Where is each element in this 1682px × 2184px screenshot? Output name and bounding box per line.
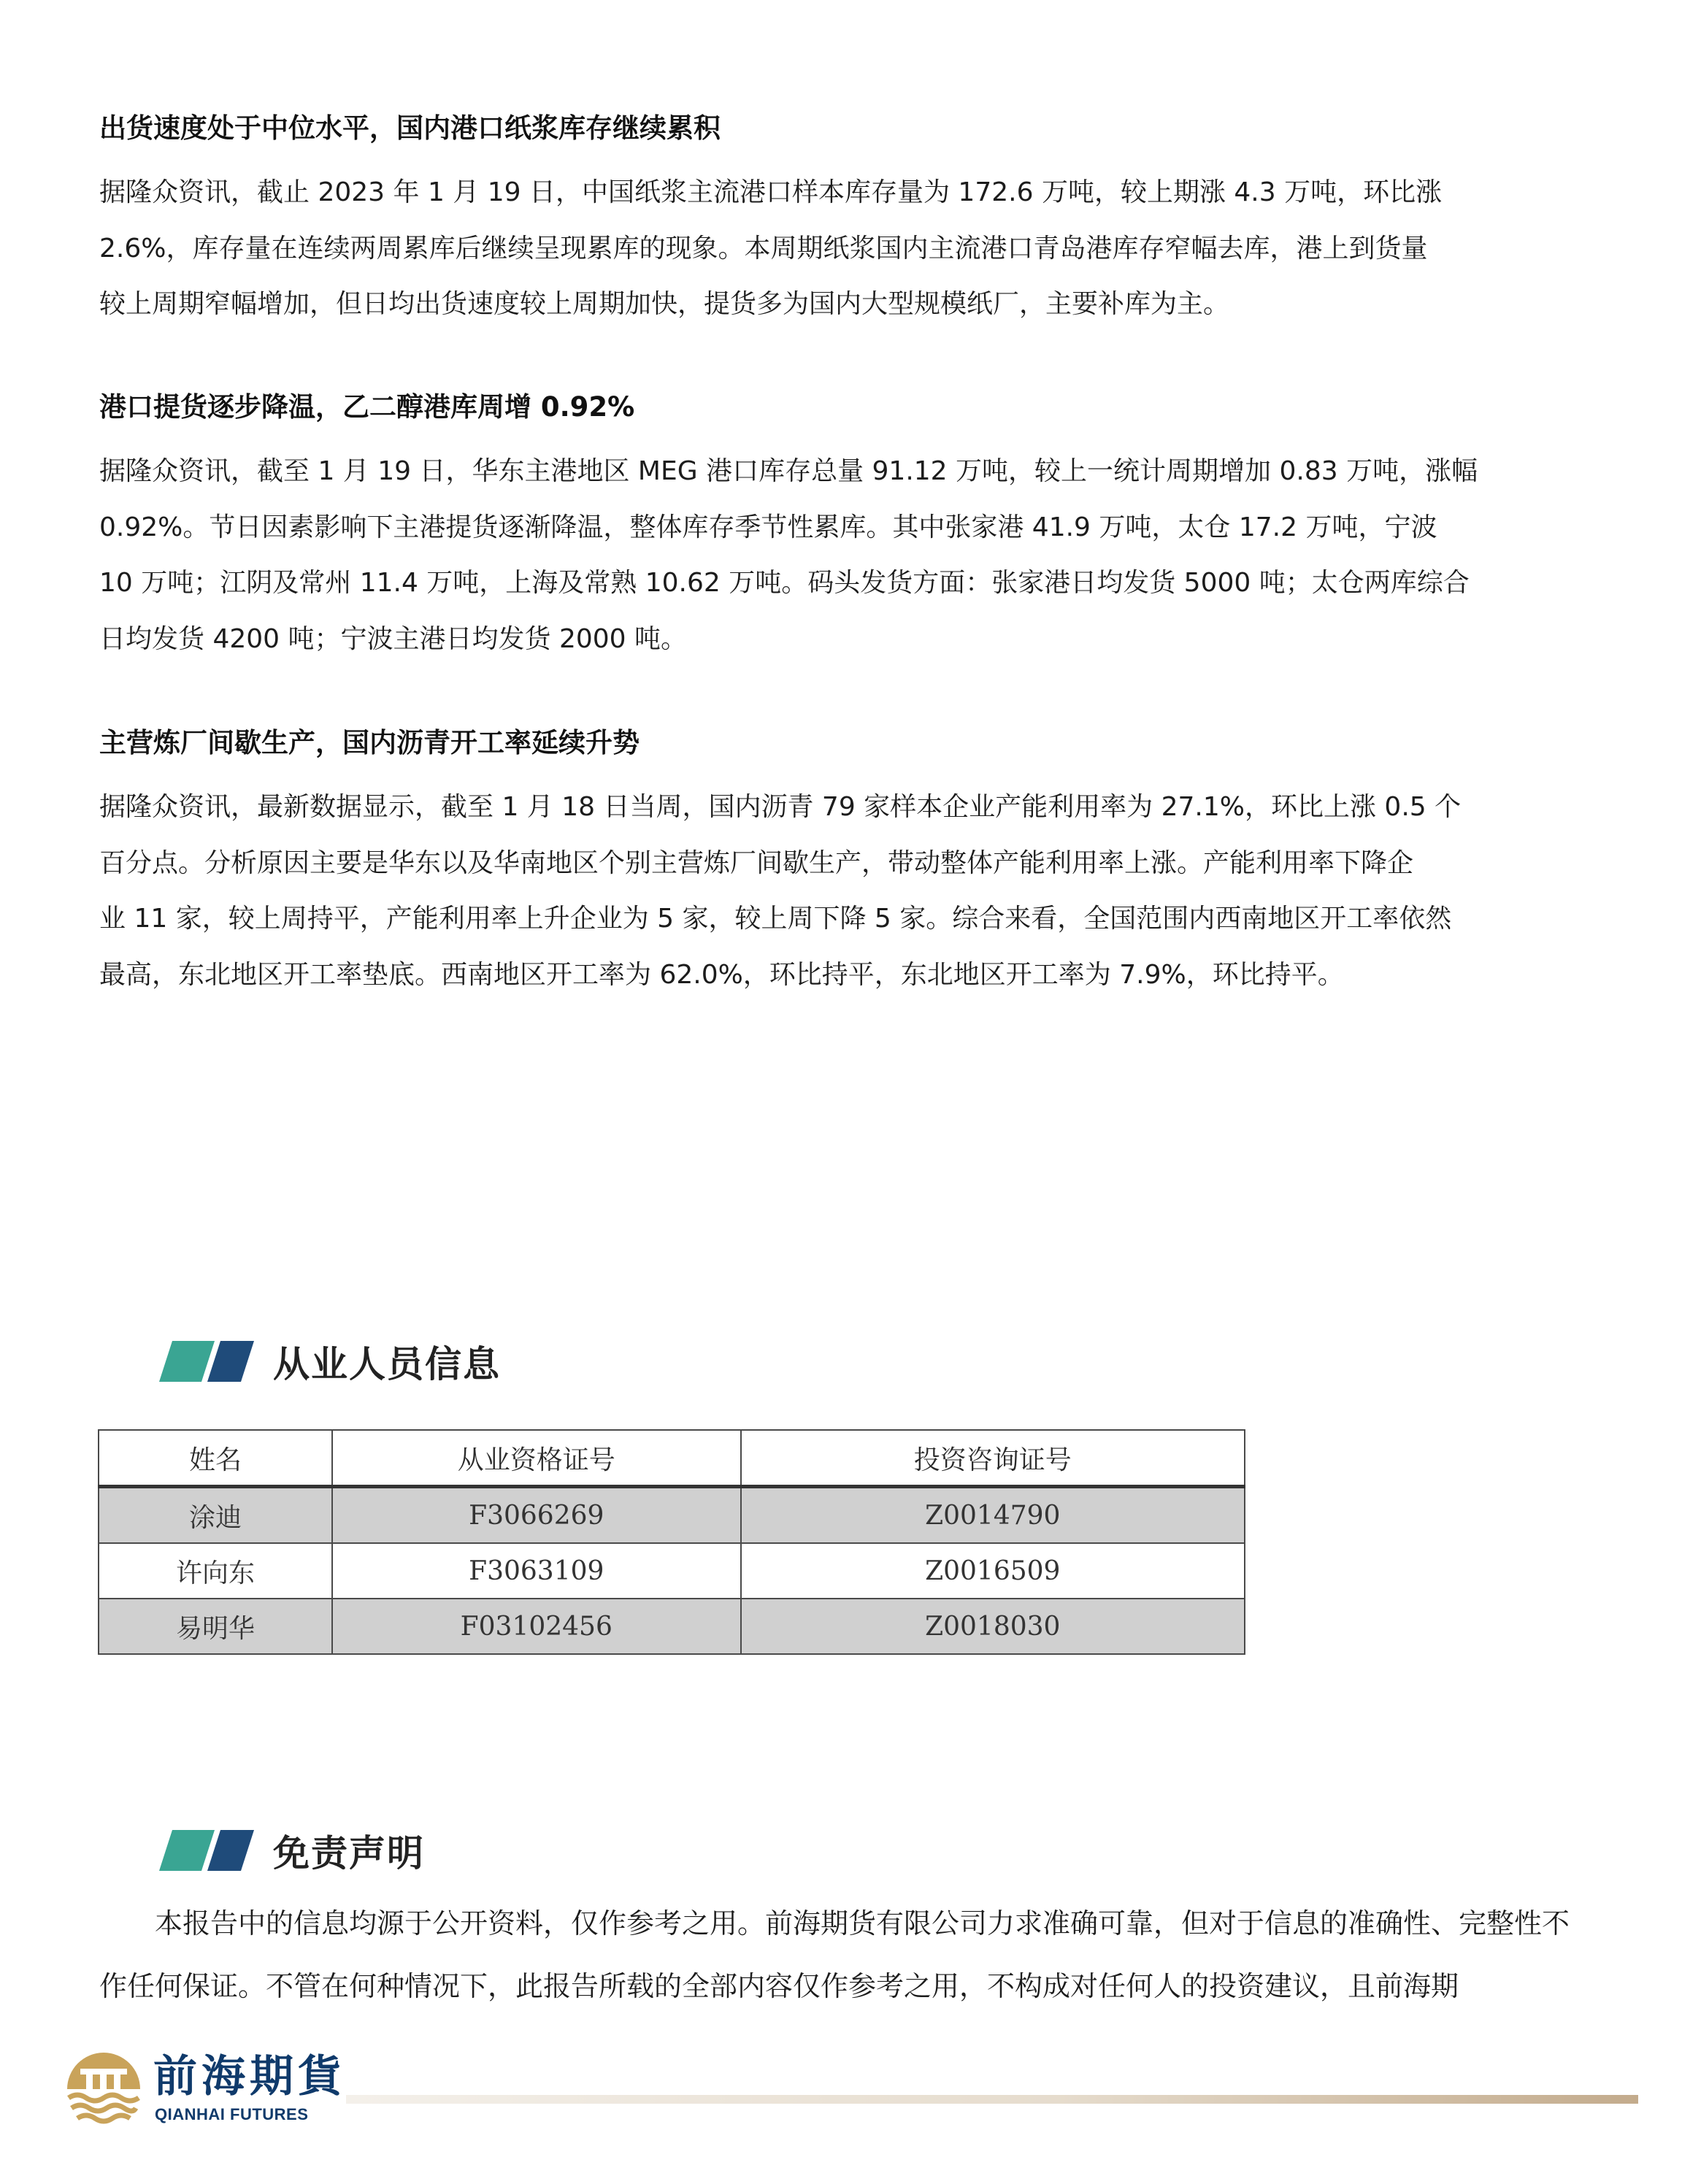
staff-name: 许向东 <box>99 1543 332 1599</box>
table-header-row <box>99 1430 1245 1487</box>
column-header-invest: 投资咨询证号 <box>741 1430 1245 1487</box>
staff-cert-number: F03102456 <box>332 1599 741 1654</box>
news-body: 据隆众资讯，最新数据显示，截至 1 月 18 日当周，国内沥青 79 家样本企业产能利用率为 27.1%，环比上涨 0.5 个 百分点。分析原因主要是华东以及华南地区个别主营炼厂间歇生产，带动整体产能利用率上涨。产能利用率下降企 业 11 家，较上周持平，产能利用率上升企业为 5 家，较上周下降 5 家。综合来看，全国范围内西南地区开工率依然 最高，东北地区开工率垫底。西南地区开工率为 62.0%，环比持平，东北地区开工率为 7.9%，环比持平。 <box>99 792 1462 990</box>
table-row <box>99 1543 1245 1599</box>
news-body: 据隆众资讯，截止 2023 年 1 月 19 日，中国纸浆主流港口样本库存量为 172.6 万吨，较上期涨 4.3 万吨，环比涨 2.6%，库存量在连续两周累库后继续呈现累库的现象。本周期纸浆国内主流港口青岛港库存窄幅去库，港上到货量 较上周期窄幅增加，但日均出货速度较上周期加快，提货多为国内大型规模纸厂，主要补库为主。 <box>99 177 1443 319</box>
footer-divider <box>346 2095 1638 2104</box>
table-row <box>99 1599 1245 1654</box>
section-bars-icon <box>159 1830 254 1871</box>
news-item-pulp <box>99 109 1589 333</box>
news-heading: 主营炼厂间歇生产，国内沥青开工率延续升势 <box>99 727 640 758</box>
column-header-cert: 从业资格证号 <box>332 1430 741 1487</box>
disclaimer-section-header <box>159 1825 425 1876</box>
table-row <box>99 1487 1245 1544</box>
news-heading: 港口提货逐步降温，乙二醇港库周增 0.92% <box>99 391 635 423</box>
staff-table <box>98 1429 1245 1655</box>
staff-cert-number: F3063109 <box>332 1543 741 1599</box>
staff-name: 涂迪 <box>99 1487 332 1544</box>
staff-cert-number: F3066269 <box>332 1487 741 1544</box>
staff-invest-number: Z0014790 <box>741 1487 1245 1544</box>
news-item-meg <box>99 388 1589 667</box>
staff-invest-number: Z0018030 <box>741 1599 1245 1654</box>
logo-english-name: QIANHAI FUTURES <box>155 2105 309 2123</box>
news-heading: 出货速度处于中位水平，国内港口纸浆库存继续累积 <box>99 112 721 144</box>
logo-chinese-name: 前海期貨 <box>153 2051 346 2102</box>
page-footer <box>64 2050 1618 2137</box>
staff-section-header <box>159 1336 501 1387</box>
disclaimer-text: 本报告中的信息均源于公开资料，仅作参考之用。前海期货有限公司力求准确可靠，但对于信息的准确性、完整性不作任何保证。不管在何种情况下，此报告所载的全部内容仅作参考之用，不构成对任何人的投资建议，且前海期 <box>99 1907 1570 2002</box>
column-header-name: 姓名 <box>99 1430 332 1487</box>
news-body: 据隆众资讯，截至 1 月 19 日，华东主港地区 MEG 港口库存总量 91.12 万吨，较上一统计周期增加 0.83 万吨，涨幅 0.92%。节日因素影响下主港提货逐渐降温，整体库存季节性累库。其中张家港 41.9 万吨，太仓 17.2 万吨，宁波 10 万吨；江阴及常州 11.4 万吨，上海及常熟 10.62 万吨。码头发货方面：张家港日均发货 5000 吨；太仓两库综合 日均发货 4200 吨；宁波主港日均发货 2000 吨。 <box>99 456 1478 654</box>
staff-invest-number: Z0016509 <box>741 1543 1245 1599</box>
section-bars-icon <box>159 1341 254 1382</box>
qianhai-logo-icon <box>64 2050 143 2129</box>
news-item-asphalt <box>99 724 1589 1003</box>
section-title: 从业人员信息 <box>273 1343 501 1385</box>
staff-name: 易明华 <box>99 1599 332 1654</box>
section-title: 免责声明 <box>273 1832 425 1875</box>
